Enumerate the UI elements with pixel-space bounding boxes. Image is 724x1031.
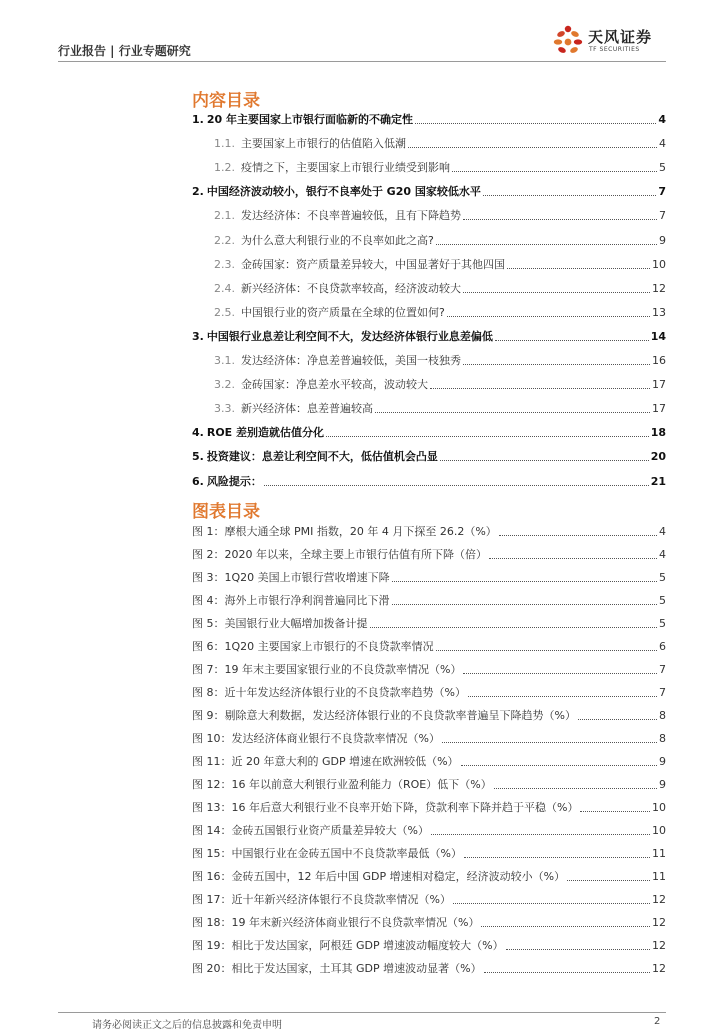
figure-title: 1Q20 主要国家上市银行的不良贷款率情况 bbox=[224, 640, 434, 653]
toc-entry[interactable] bbox=[192, 183, 666, 199]
toc-number: 1.2. bbox=[214, 161, 235, 175]
figure-page: 5 bbox=[659, 617, 666, 630]
figure-title: 金砖五国银行业资产质量差异较大（%） bbox=[231, 824, 429, 837]
dot-leader bbox=[464, 857, 650, 858]
contents-title: 内容目录 bbox=[192, 91, 260, 111]
toc-entry[interactable] bbox=[192, 111, 666, 127]
toc-number: 3.2. bbox=[214, 378, 235, 392]
toc-page: 7 bbox=[659, 209, 666, 223]
figure-number: 图 12： bbox=[192, 778, 232, 791]
toc-title: 金砖国家：净息差水平较高，波动较大 bbox=[241, 378, 428, 392]
figure-entry[interactable] bbox=[192, 569, 666, 585]
figure-title: 16 年后意大利银行业不良率开始下降，贷款利率下降并趋于平稳（%） bbox=[231, 801, 579, 814]
dot-leader bbox=[326, 436, 649, 437]
figure-number: 图 20： bbox=[192, 962, 232, 975]
figure-page: 5 bbox=[659, 594, 666, 607]
dot-leader bbox=[507, 268, 650, 269]
figure-entry[interactable] bbox=[192, 638, 666, 654]
toc-title: 主要国家上市银行的估值陷入低潮 bbox=[241, 137, 406, 151]
dot-leader bbox=[431, 834, 650, 835]
toc-number: 1. bbox=[192, 113, 204, 126]
figure-entry[interactable] bbox=[192, 822, 666, 838]
figure-page: 12 bbox=[652, 939, 666, 952]
figure-page: 6 bbox=[659, 640, 666, 653]
toc-number: 3.1. bbox=[214, 354, 235, 367]
toc-title: 中国经济波动较小，银行不良率处于 G20 国家较低水平 bbox=[206, 185, 481, 199]
figure-entry[interactable] bbox=[192, 523, 666, 539]
toc-page: 13 bbox=[652, 305, 666, 319]
dot-leader bbox=[452, 171, 657, 172]
toc-number: 6. bbox=[192, 474, 204, 488]
logo-english-name: TF SECURITIES bbox=[589, 46, 640, 53]
figure-page: 8 bbox=[659, 709, 666, 722]
figure-page: 9 bbox=[659, 755, 666, 768]
figure-entry[interactable] bbox=[192, 707, 666, 723]
toc-number: 5. bbox=[192, 450, 204, 464]
toc-page: 17 bbox=[652, 378, 666, 392]
toc-entry[interactable] bbox=[192, 473, 666, 489]
figure-page: 7 bbox=[659, 686, 666, 699]
figure-page: 8 bbox=[659, 732, 666, 745]
figure-number: 图 13： bbox=[192, 801, 232, 814]
figure-title: 剔除意大利数据，发达经济体银行业的不良贷款率普遍呈下降趋势（%） bbox=[224, 709, 576, 722]
figure-title: 近 20 年意大利的 GDP 增速在欧洲较低（%） bbox=[231, 755, 459, 768]
figure-entry[interactable] bbox=[192, 615, 666, 631]
toc-entry[interactable] bbox=[192, 328, 666, 344]
figure-title: 19 年末新兴经济体商业银行不良贷款率情况（%） bbox=[231, 916, 480, 929]
dot-leader bbox=[440, 460, 649, 461]
toc-number: 4. bbox=[192, 426, 204, 440]
figure-entry[interactable] bbox=[192, 661, 666, 677]
toc-number: 3. bbox=[192, 329, 204, 343]
toc-entry[interactable] bbox=[192, 256, 666, 272]
figure-entry[interactable] bbox=[192, 845, 666, 861]
dot-leader bbox=[415, 123, 656, 124]
toc-page: 16 bbox=[652, 354, 666, 367]
figure-entry[interactable] bbox=[192, 592, 666, 608]
toc-page: 4 bbox=[658, 113, 666, 126]
figure-entry[interactable] bbox=[192, 799, 666, 815]
toc-title: 新兴经济体：不良贷款率较高，经济波动较大 bbox=[241, 281, 461, 295]
figure-entry[interactable] bbox=[192, 960, 666, 976]
toc-page: 12 bbox=[652, 281, 666, 295]
figure-number: 图 14： bbox=[192, 824, 232, 837]
dot-leader bbox=[495, 340, 649, 341]
header-divider bbox=[58, 61, 666, 62]
dot-leader bbox=[494, 788, 657, 789]
figures-title: 图表目录 bbox=[192, 502, 260, 522]
toc-entry[interactable] bbox=[192, 400, 666, 416]
toc-title: 为什么意大利银行业的不良率如此之高? bbox=[241, 233, 434, 247]
dot-leader bbox=[567, 880, 650, 881]
toc-page: 10 bbox=[652, 257, 666, 271]
toc-title: 投资建议：息差让利空间不大，低估值机会凸显 bbox=[206, 450, 438, 464]
toc-page: 21 bbox=[650, 474, 666, 488]
figure-entry[interactable] bbox=[192, 937, 666, 953]
figure-entry[interactable] bbox=[192, 776, 666, 792]
figure-title: 金砖五国中，12 年后中国 GDP 增速相对稳定，经济波动较小（%） bbox=[231, 870, 566, 883]
figure-number: 图 10： bbox=[192, 732, 232, 745]
figure-title: 2020 年以来，全球主要上市银行估值有所下降（倍） bbox=[224, 548, 487, 561]
figure-number: 图 4： bbox=[192, 594, 225, 607]
toc-number: 1.1. bbox=[214, 137, 235, 151]
toc-number: 2.3. bbox=[214, 257, 235, 271]
figure-number: 图 16： bbox=[192, 870, 232, 883]
figure-entry[interactable] bbox=[192, 546, 666, 562]
figure-title: 19 年末主要国家银行业的不良贷款率情况（%） bbox=[224, 663, 462, 676]
toc-number: 2.2. bbox=[214, 233, 235, 247]
figure-entry[interactable] bbox=[192, 891, 666, 907]
figure-number: 图 7： bbox=[192, 663, 225, 676]
toc-title: 金砖国家：资产质量差异较大，中国显著好于其他四国 bbox=[241, 257, 505, 271]
figure-entry[interactable] bbox=[192, 730, 666, 746]
toc-number: 3.3. bbox=[214, 402, 235, 416]
toc-title: 中国银行业的资产质量在全球的位置如何? bbox=[241, 305, 445, 319]
dot-leader bbox=[489, 558, 657, 559]
dot-leader bbox=[483, 195, 657, 196]
toc-number: 2. bbox=[192, 185, 204, 199]
figure-entry[interactable] bbox=[192, 684, 666, 700]
dot-leader bbox=[392, 604, 658, 605]
figure-number: 图 11： bbox=[192, 755, 232, 768]
figure-title: 海外上市银行净利润普遍同比下滑 bbox=[224, 594, 390, 607]
toc-number: 2.1. bbox=[214, 209, 235, 223]
toc-title: 中国银行业息差让利空间不大，发达经济体银行业息差偏低 bbox=[206, 329, 493, 343]
dot-leader bbox=[442, 742, 657, 743]
dot-leader bbox=[408, 147, 657, 148]
figure-number: 图 2： bbox=[192, 548, 225, 561]
figure-number: 图 19： bbox=[192, 939, 232, 952]
figure-page: 12 bbox=[652, 962, 666, 975]
figure-entry[interactable] bbox=[192, 914, 666, 930]
figure-page: 11 bbox=[652, 847, 666, 860]
figure-entry[interactable] bbox=[192, 753, 666, 769]
figure-page: 10 bbox=[652, 824, 666, 837]
toc-number: 2.5. bbox=[214, 305, 235, 319]
dot-leader bbox=[461, 765, 657, 766]
toc-entry[interactable] bbox=[192, 232, 666, 248]
figure-title: 近十年发达经济体银行业的不良贷款率趋势（%） bbox=[224, 686, 466, 699]
dot-leader bbox=[499, 535, 657, 536]
figure-number: 图 15： bbox=[192, 847, 232, 860]
figure-page: 12 bbox=[652, 916, 666, 929]
toc-page: 9 bbox=[659, 233, 666, 247]
report-category: 行业报告 | 行业专题研究 bbox=[58, 44, 191, 58]
logo-chinese-name: 天风证券 bbox=[588, 28, 653, 46]
toc-entry[interactable] bbox=[192, 424, 666, 440]
toc-entry[interactable] bbox=[192, 280, 666, 296]
toc-page: 18 bbox=[650, 426, 666, 440]
figure-page: 12 bbox=[652, 893, 666, 906]
figure-number: 图 3： bbox=[192, 571, 225, 584]
toc-title: 发达经济体：不良率普遍较低，且有下降趋势 bbox=[241, 209, 461, 223]
toc-title: ROE 差别造就估值分化 bbox=[206, 426, 325, 440]
toc-page: 7 bbox=[658, 185, 666, 199]
dot-leader bbox=[463, 364, 650, 365]
figure-number: 图 6： bbox=[192, 640, 225, 653]
figure-title: 近十年新兴经济体银行不良贷款率情况（%） bbox=[231, 893, 451, 906]
figure-page: 4 bbox=[659, 525, 666, 538]
figure-title: 相比于发达国家，阿根廷 GDP 增速波动幅度较大（%） bbox=[231, 939, 504, 952]
toc-page: 14 bbox=[650, 329, 666, 343]
dot-leader bbox=[580, 811, 650, 812]
page-header bbox=[58, 28, 666, 62]
dot-leader bbox=[264, 485, 649, 486]
figure-page: 11 bbox=[652, 870, 666, 883]
dot-leader bbox=[375, 412, 650, 413]
toc-title: 新兴经济体：息差普遍较高 bbox=[241, 402, 373, 416]
figure-title: 摩根大通全球 PMI 指数，20 年 4 月下探至 26.2（%） bbox=[224, 525, 497, 538]
footer-disclaimer: 请务必阅读正文之后的信息披露和免责申明 bbox=[92, 1020, 282, 1031]
toc-title: 20 年主要国家上市银行面临新的不确定性 bbox=[206, 113, 413, 126]
dot-leader bbox=[506, 949, 650, 950]
tf-logo-icon bbox=[552, 24, 584, 58]
toc-entry[interactable] bbox=[192, 207, 666, 223]
dot-leader bbox=[468, 696, 657, 697]
figure-title: 相比于发达国家，土耳其 GDP 增速波动显著（%） bbox=[231, 962, 482, 975]
toc-title: 发达经济体：净息差普遍较低，美国一枝独秀 bbox=[241, 354, 461, 367]
toc-number: 2.4. bbox=[214, 281, 235, 295]
figure-title: 美国银行业大幅增加拨备计提 bbox=[224, 617, 368, 630]
toc-page: 4 bbox=[659, 137, 666, 151]
figure-page: 10 bbox=[652, 801, 666, 814]
dot-leader bbox=[463, 673, 657, 674]
figure-page: 7 bbox=[659, 663, 666, 676]
dot-leader bbox=[484, 972, 650, 973]
toc-entry[interactable] bbox=[192, 159, 666, 175]
toc-page: 5 bbox=[659, 161, 666, 175]
dot-leader bbox=[436, 650, 657, 651]
toc-title: 风险提示： bbox=[206, 474, 262, 488]
company-logo bbox=[552, 24, 664, 60]
figure-page: 9 bbox=[659, 778, 666, 791]
figure-title: 16 年以前意大利银行业盈利能力（ROE）低下（%） bbox=[231, 778, 492, 791]
toc-entry[interactable] bbox=[192, 448, 666, 464]
dot-leader bbox=[370, 627, 658, 628]
dot-leader bbox=[481, 926, 650, 927]
figure-page: 4 bbox=[659, 548, 666, 561]
footer-divider bbox=[58, 1012, 666, 1013]
figure-number: 图 9： bbox=[192, 709, 225, 722]
dot-leader bbox=[447, 316, 650, 317]
figure-entry[interactable] bbox=[192, 868, 666, 884]
dot-leader bbox=[463, 292, 650, 293]
toc-entry[interactable] bbox=[192, 376, 666, 392]
figure-number: 图 18： bbox=[192, 916, 232, 929]
page-number: 2 bbox=[654, 1016, 661, 1027]
figure-title: 发达经济体商业银行不良贷款率情况（%） bbox=[231, 732, 440, 745]
toc-page: 20 bbox=[650, 450, 666, 464]
toc-entry[interactable] bbox=[192, 304, 666, 320]
figure-number: 图 8： bbox=[192, 686, 225, 699]
toc-entry[interactable] bbox=[192, 135, 666, 151]
figure-number: 图 5： bbox=[192, 617, 225, 630]
toc-entry[interactable] bbox=[192, 352, 666, 368]
figure-page: 5 bbox=[659, 571, 666, 584]
figure-number: 图 1： bbox=[192, 525, 225, 538]
dot-leader bbox=[430, 388, 650, 389]
figure-number: 图 17： bbox=[192, 893, 232, 906]
toc-page: 17 bbox=[652, 402, 666, 416]
figure-title: 1Q20 美国上市银行营收增速下降 bbox=[224, 571, 390, 584]
dot-leader bbox=[436, 244, 657, 245]
dot-leader bbox=[453, 903, 650, 904]
dot-leader bbox=[578, 719, 657, 720]
toc-title: 疫情之下，主要国家上市银行业绩受到影响 bbox=[241, 161, 450, 175]
dot-leader bbox=[463, 219, 657, 220]
figure-title: 中国银行业在金砖五国中不良贷款率最低（%） bbox=[231, 847, 462, 860]
dot-leader bbox=[392, 581, 657, 582]
